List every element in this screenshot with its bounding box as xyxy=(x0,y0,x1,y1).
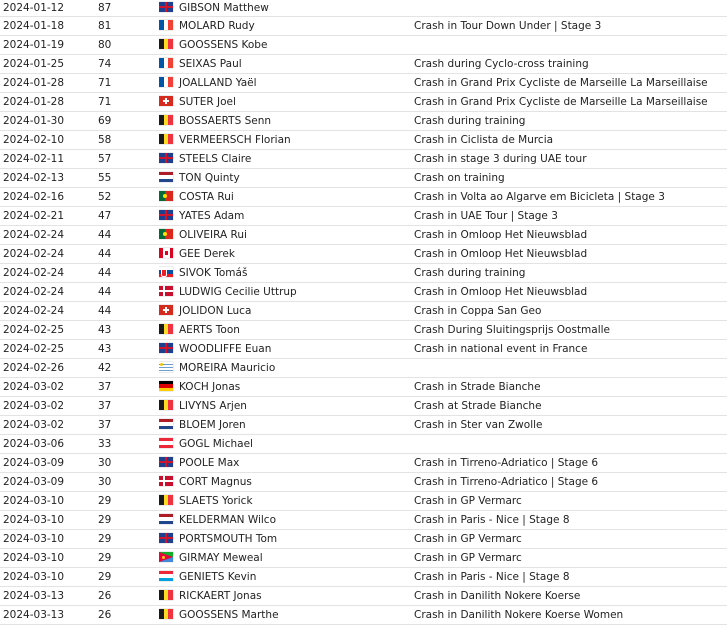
injury-reason: Crash in Omloop Het Nieuwsblad xyxy=(414,226,727,245)
injury-date: 2024-02-16 xyxy=(0,188,98,207)
table-row xyxy=(0,340,727,359)
rider-cell xyxy=(159,283,414,302)
table-row xyxy=(0,587,727,606)
flag-gb-icon xyxy=(159,2,173,12)
injury-reason: Crash in Danilith Nokere Koerse Women xyxy=(414,606,727,625)
flag-dk-icon xyxy=(159,286,173,296)
table-row xyxy=(0,321,727,340)
injury-date: 2024-03-09 xyxy=(0,454,98,473)
days-out: 26 xyxy=(98,606,159,625)
flag-ch-icon xyxy=(159,96,173,106)
rider-name[interactable]: SLAETS Yorick xyxy=(179,495,253,507)
injury-date: 2024-03-10 xyxy=(0,492,98,511)
rider-cell xyxy=(159,530,414,549)
rider-cell xyxy=(159,93,414,112)
table-row xyxy=(0,169,727,188)
flag-be-icon xyxy=(159,324,173,334)
table-row xyxy=(0,0,727,17)
table-row xyxy=(0,302,727,321)
table-row xyxy=(0,17,727,36)
rider-name[interactable]: WOODLIFFE Euan xyxy=(179,343,272,355)
flag-uy-icon xyxy=(159,362,173,372)
injury-date: 2024-02-24 xyxy=(0,302,98,321)
table-row xyxy=(0,549,727,568)
injury-reason: Crash in Omloop Het Nieuwsblad xyxy=(414,245,727,264)
injury-date: 2024-01-19 xyxy=(0,36,98,55)
injury-reason: Crash in Tour Down Under | Stage 3 xyxy=(414,17,727,36)
rider-name[interactable]: SUTER Joel xyxy=(179,96,236,108)
table-row xyxy=(0,207,727,226)
rider-cell xyxy=(159,378,414,397)
rider-name[interactable]: RICKAERT Jonas xyxy=(179,590,262,602)
rider-cell xyxy=(159,416,414,435)
rider-cell xyxy=(159,397,414,416)
rider-name[interactable]: JOALLAND Yaël xyxy=(179,77,257,89)
injury-reason: Crash in Ciclista de Murcia xyxy=(414,131,727,150)
days-out: 55 xyxy=(98,169,159,188)
rider-name[interactable]: MOLARD Rudy xyxy=(179,20,255,32)
days-out: 43 xyxy=(98,321,159,340)
injury-reason: Crash in Ster van Zwolle xyxy=(414,416,727,435)
injury-reason: Crash in Coppa San Geo xyxy=(414,302,727,321)
days-out: 29 xyxy=(98,549,159,568)
rider-name[interactable]: GOOSSENS Marthe xyxy=(179,609,279,621)
injury-date: 2024-02-24 xyxy=(0,264,98,283)
rider-cell xyxy=(159,74,414,93)
rider-name[interactable]: POOLE Max xyxy=(179,457,240,469)
table-row xyxy=(0,397,727,416)
flag-be-icon xyxy=(159,495,173,505)
table-row xyxy=(0,359,727,378)
days-out: 26 xyxy=(98,587,159,606)
rider-cell xyxy=(159,36,414,55)
table-row xyxy=(0,378,727,397)
days-out: 58 xyxy=(98,131,159,150)
table-row xyxy=(0,93,727,112)
flag-be-icon xyxy=(159,590,173,600)
rider-name[interactable]: SEIXAS Paul xyxy=(179,58,242,70)
injury-reason: Crash in Paris - Nice | Stage 8 xyxy=(414,511,727,530)
injury-reason: Crash in Volta ao Algarve em Bicicleta | Stage 3 xyxy=(414,188,727,207)
flag-sk-icon xyxy=(159,267,173,277)
rider-name[interactable]: BLOEM Joren xyxy=(179,419,246,431)
days-out: 44 xyxy=(98,245,159,264)
days-out: 44 xyxy=(98,264,159,283)
table-row xyxy=(0,188,727,207)
rider-name[interactable]: YATES Adam xyxy=(179,210,245,222)
injury-date: 2024-03-02 xyxy=(0,397,98,416)
table-row xyxy=(0,606,727,625)
rider-cell xyxy=(159,302,414,321)
injury-date: 2024-03-10 xyxy=(0,549,98,568)
table-row xyxy=(0,131,727,150)
injury-reason: Crash in GP Vermarc xyxy=(414,530,727,549)
flag-be-icon xyxy=(159,115,173,125)
table-row xyxy=(0,74,727,93)
injury-date: 2024-01-25 xyxy=(0,55,98,74)
rider-cell xyxy=(159,454,414,473)
table-row xyxy=(0,511,727,530)
rider-cell xyxy=(159,568,414,587)
flag-nl-icon xyxy=(159,419,173,429)
table-row xyxy=(0,112,727,131)
rider-name[interactable]: STEELS Claire xyxy=(179,153,252,165)
flag-ca-icon xyxy=(159,248,173,258)
flag-be-icon xyxy=(159,609,173,619)
injury-reason: Crash in Grand Prix Cycliste de Marseille La Marseillaise xyxy=(414,93,727,112)
rider-name[interactable]: PORTSMOUTH Tom xyxy=(179,533,278,545)
days-out: 30 xyxy=(98,473,159,492)
days-out: 42 xyxy=(98,359,159,378)
days-out: 37 xyxy=(98,416,159,435)
table-row xyxy=(0,416,727,435)
flag-at-icon xyxy=(159,438,173,448)
table-row xyxy=(0,55,727,74)
flag-lu-icon xyxy=(159,571,173,581)
rider-cell xyxy=(159,473,414,492)
rider-name[interactable]: GIRMAY Meweal xyxy=(179,552,263,564)
flag-fr-icon xyxy=(159,77,173,87)
days-out: 74 xyxy=(98,55,159,74)
injury-date: 2024-01-12 xyxy=(0,0,98,17)
flag-dk-icon xyxy=(159,476,173,486)
rider-cell xyxy=(159,340,414,359)
rider-name[interactable]: LUDWIG Cecilie Uttrup xyxy=(179,286,297,298)
days-out: 52 xyxy=(98,188,159,207)
injury-date: 2024-02-13 xyxy=(0,169,98,188)
rider-name[interactable]: GIBSON Matthew xyxy=(179,2,269,14)
injury-reason: Crash in Danilith Nokere Koerse xyxy=(414,587,727,606)
flag-de-icon xyxy=(159,381,173,391)
table-row xyxy=(0,264,727,283)
injury-reason: Crash at Strade Bianche xyxy=(414,397,727,416)
days-out: 44 xyxy=(98,283,159,302)
rider-cell xyxy=(159,150,414,169)
flag-be-icon xyxy=(159,400,173,410)
rider-cell xyxy=(159,435,414,454)
flag-gb-icon xyxy=(159,153,173,163)
days-out: 71 xyxy=(98,93,159,112)
injury-date: 2024-02-24 xyxy=(0,245,98,264)
rider-name[interactable]: GOGL Michael xyxy=(179,438,253,450)
rider-cell xyxy=(159,131,414,150)
injury-date: 2024-03-10 xyxy=(0,568,98,587)
injury-date: 2024-03-13 xyxy=(0,606,98,625)
injury-reason: Crash in Tirreno-Adriatico | Stage 6 xyxy=(414,473,727,492)
table-row xyxy=(0,36,727,55)
rider-name[interactable]: MOREIRA Mauricio xyxy=(179,362,276,374)
injury-reason: Crash During Sluitingsprijs Oostmalle xyxy=(414,321,727,340)
injury-reason: Crash in Tirreno-Adriatico | Stage 6 xyxy=(414,454,727,473)
rider-cell xyxy=(159,245,414,264)
injury-reason: Crash during training xyxy=(414,264,727,283)
rider-cell xyxy=(159,188,414,207)
days-out: 44 xyxy=(98,302,159,321)
rider-name[interactable]: JOLIDON Luca xyxy=(179,305,252,317)
rider-cell xyxy=(159,55,414,74)
injury-reason xyxy=(414,435,727,454)
injury-reason: Crash in national event in France xyxy=(414,340,727,359)
injury-reason xyxy=(414,0,727,17)
injury-reason: Crash in Strade Bianche xyxy=(414,378,727,397)
days-out: 43 xyxy=(98,340,159,359)
injury-date: 2024-02-25 xyxy=(0,340,98,359)
table-row xyxy=(0,226,727,245)
rider-name[interactable]: VERMEERSCH Florian xyxy=(179,134,291,146)
flag-pt-icon xyxy=(159,191,173,201)
injury-date: 2024-01-18 xyxy=(0,17,98,36)
table-row xyxy=(0,492,727,511)
rider-cell xyxy=(159,549,414,568)
rider-cell xyxy=(159,226,414,245)
injury-reason: Crash in Paris - Nice | Stage 8 xyxy=(414,568,727,587)
injury-reason: Crash on training xyxy=(414,169,727,188)
days-out: 29 xyxy=(98,530,159,549)
table-row xyxy=(0,530,727,549)
rider-cell xyxy=(159,492,414,511)
rider-name[interactable]: COSTA Rui xyxy=(179,191,234,203)
rider-cell xyxy=(159,359,414,378)
injury-date: 2024-03-02 xyxy=(0,378,98,397)
rider-name[interactable]: CORT Magnus xyxy=(179,476,252,488)
injury-date: 2024-02-21 xyxy=(0,207,98,226)
injury-date: 2024-03-13 xyxy=(0,587,98,606)
rider-name[interactable]: AERTS Toon xyxy=(179,324,240,336)
flag-nl-icon xyxy=(159,172,173,182)
rider-cell xyxy=(159,112,414,131)
injury-date: 2024-01-28 xyxy=(0,74,98,93)
rider-name[interactable]: GENIETS Kevin xyxy=(179,571,257,583)
flag-be-icon xyxy=(159,39,173,49)
flag-gb-icon xyxy=(159,210,173,220)
injury-reason: Crash during training xyxy=(414,112,727,131)
injury-reason: Crash in UAE Tour | Stage 3 xyxy=(414,207,727,226)
rider-cell xyxy=(159,606,414,625)
rider-name[interactable]: BOSSAERTS Senn xyxy=(179,115,272,127)
table-row xyxy=(0,435,727,454)
injury-reason: Crash during Cyclo-cross training xyxy=(414,55,727,74)
injury-date: 2024-03-09 xyxy=(0,473,98,492)
flag-gb-icon xyxy=(159,533,173,543)
injury-date: 2024-03-02 xyxy=(0,416,98,435)
flag-fr-icon xyxy=(159,20,173,30)
injury-date: 2024-02-11 xyxy=(0,150,98,169)
rider-name[interactable]: GEE Derek xyxy=(179,248,235,260)
days-out: 29 xyxy=(98,568,159,587)
days-out: 33 xyxy=(98,435,159,454)
table-row xyxy=(0,150,727,169)
flag-ch-icon xyxy=(159,305,173,315)
rider-name[interactable]: OLIVEIRA Rui xyxy=(179,229,247,241)
injury-reason: Crash in stage 3 during UAE tour xyxy=(414,150,727,169)
injury-reason: Crash in GP Vermarc xyxy=(414,492,727,511)
rider-name[interactable]: KELDERMAN Wilco xyxy=(179,514,277,526)
days-out: 80 xyxy=(98,36,159,55)
table-row xyxy=(0,454,727,473)
flag-er-icon xyxy=(159,552,173,562)
table-row xyxy=(0,283,727,302)
rider-cell xyxy=(159,169,414,188)
table-row xyxy=(0,568,727,587)
injury-date: 2024-02-24 xyxy=(0,283,98,302)
injury-reason: Crash in Grand Prix Cycliste de Marseille La Marseillaise xyxy=(414,74,727,93)
rider-cell xyxy=(159,207,414,226)
days-out: 29 xyxy=(98,492,159,511)
days-out: 69 xyxy=(98,112,159,131)
injury-date: 2024-03-10 xyxy=(0,530,98,549)
days-out: 30 xyxy=(98,454,159,473)
rider-cell xyxy=(159,264,414,283)
injury-date: 2024-02-26 xyxy=(0,359,98,378)
days-out: 47 xyxy=(98,207,159,226)
injury-date: 2024-01-28 xyxy=(0,93,98,112)
rider-cell xyxy=(159,511,414,530)
injury-reason: Crash in Omloop Het Nieuwsblad xyxy=(414,283,727,302)
flag-nl-icon xyxy=(159,514,173,524)
rider-cell xyxy=(159,321,414,340)
injury-date: 2024-02-25 xyxy=(0,321,98,340)
injury-date: 2024-02-10 xyxy=(0,131,98,150)
flag-be-icon xyxy=(159,134,173,144)
flag-gb-icon xyxy=(159,457,173,467)
flag-fr-icon xyxy=(159,58,173,68)
rider-name[interactable]: GOOSSENS Kobe xyxy=(179,39,268,51)
rider-cell xyxy=(159,587,414,606)
flag-gb-icon xyxy=(159,343,173,353)
rider-name[interactable]: TON Quinty xyxy=(179,172,240,184)
table-row xyxy=(0,245,727,264)
days-out: 37 xyxy=(98,397,159,416)
injury-reason xyxy=(414,36,727,55)
injury-reason xyxy=(414,359,727,378)
days-out: 37 xyxy=(98,378,159,397)
days-out: 44 xyxy=(98,226,159,245)
rider-cell xyxy=(159,0,414,17)
days-out: 71 xyxy=(98,74,159,93)
injury-reason: Crash in GP Vermarc xyxy=(414,549,727,568)
days-out: 57 xyxy=(98,150,159,169)
injury-date: 2024-03-06 xyxy=(0,435,98,454)
injury-date: 2024-03-10 xyxy=(0,511,98,530)
rider-name[interactable]: KOCH Jonas xyxy=(179,381,241,393)
rider-cell xyxy=(159,17,414,36)
rider-name[interactable]: SIVOK Tomáš xyxy=(179,267,248,279)
rider-name[interactable]: LIVYNS Arjen xyxy=(179,400,247,412)
flag-pt-icon xyxy=(159,229,173,239)
table-row xyxy=(0,473,727,492)
injury-date: 2024-02-24 xyxy=(0,226,98,245)
days-out: 29 xyxy=(98,511,159,530)
days-out: 87 xyxy=(98,0,159,17)
days-out: 81 xyxy=(98,17,159,36)
injury-date: 2024-01-30 xyxy=(0,112,98,131)
